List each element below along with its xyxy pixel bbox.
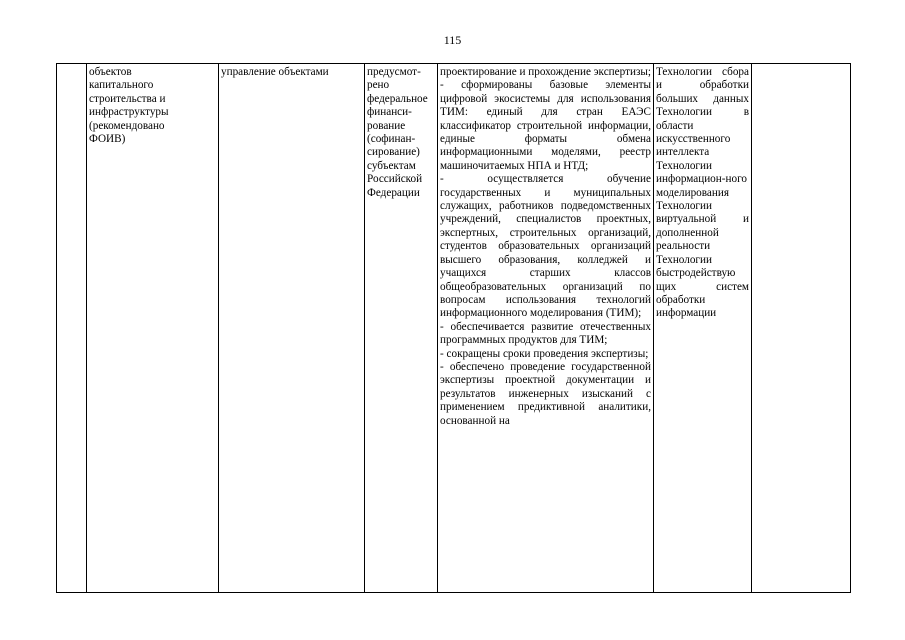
table-cell-object xyxy=(87,64,219,593)
cell-text: объектов капитального строительства и инфраструктуры (рекомендовано ФОИВ) xyxy=(89,66,169,146)
table-cell-measure xyxy=(219,64,365,593)
table-cell-funding xyxy=(365,64,438,593)
page-number: 115 xyxy=(443,33,462,47)
table-row xyxy=(57,64,851,593)
cell-text: управление объектами xyxy=(221,66,329,78)
cell-text: Технологии сбора и обработки больших данных Технологии в области искусственного интеллекта Технологии информацион-ного моделирования Технологии виртуальной и дополненной реальности Технологии быстродействую щих систем обработки информации xyxy=(656,66,749,320)
table-cell-empty xyxy=(752,64,851,593)
cell-text: проектирование и прохождение экспертизы; - сформированы базовые элементы цифровой экосистемы для использования ТИМ: единый для стран ЕАЭС классификатор строительной информации, единые форматы обмена информационными моделями, реестр машиночитаемых НПА и НТД; - осуществляется обучение государственных и муниципальных служащих, работников подведомственных учреждений, специалистов проектных, экспертных, строительных организаций, студентов образовательных организаций высшего образования, колледжей и учащихся старших классов общеобразовательных организаций по вопросам использования технологий информационного моделирования (ТИМ); - обеспечивается развитие отечественных программных продуктов для ТИМ; - сокращены сроки проведения экспертизы; - обеспечено проведение государственной экспертизы проектной документации и результатов инженерных изысканий с применением предиктивной аналитики, основанной на xyxy=(440,66,651,427)
table-cell-results xyxy=(438,64,654,593)
document-table xyxy=(56,63,851,593)
cell-text: предусмот- рено федеральное финанси- рование (софинан- сирование) субъектам Российской Федерации xyxy=(367,66,428,199)
table-cell-technologies xyxy=(654,64,752,593)
table-cell-index xyxy=(57,64,87,593)
